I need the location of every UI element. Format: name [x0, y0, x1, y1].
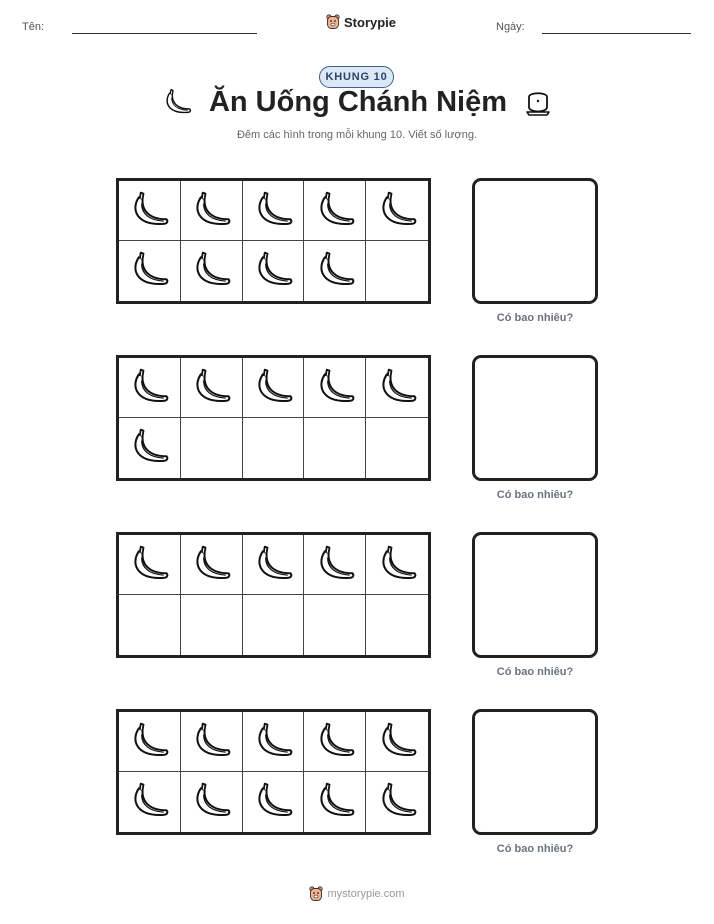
bear-icon	[309, 886, 323, 902]
frame-cell	[243, 418, 305, 478]
banana-icon	[189, 366, 233, 410]
frame-cell	[181, 181, 243, 241]
answer-box-3[interactable]	[472, 532, 598, 658]
banana-icon	[189, 543, 233, 587]
banana-icon	[251, 543, 295, 587]
banana-icon	[127, 780, 171, 824]
banana-icon	[251, 249, 295, 293]
ten-frame-2	[116, 355, 431, 481]
brand-name: Storypie	[344, 14, 397, 30]
frame-cell	[366, 535, 428, 595]
ten-frame-3	[116, 532, 431, 658]
banana-icon	[375, 780, 419, 824]
level-badge: KHUNG 10	[319, 66, 394, 88]
banana-icon	[375, 720, 419, 764]
answer-label-3: Có bao nhiêu?	[496, 666, 574, 678]
banana-icon	[375, 189, 419, 233]
frame-cell	[304, 358, 366, 418]
frame-cell	[366, 712, 428, 772]
frame-cell	[366, 358, 428, 418]
frame-cell	[119, 595, 181, 655]
frame-cell	[181, 535, 243, 595]
frame-cell	[304, 535, 366, 595]
banana-icon	[375, 366, 419, 410]
banana-icon	[251, 720, 295, 764]
name-label: Tên:	[22, 21, 45, 33]
banana-icon	[127, 426, 171, 470]
answer-box-4[interactable]	[472, 709, 598, 835]
footer	[0, 886, 714, 902]
frame-cell	[181, 418, 243, 478]
frame-cell	[243, 772, 305, 832]
answer-label-2: Có bao nhiêu?	[496, 489, 574, 501]
answer-label-4: Có bao nhiêu?	[496, 843, 574, 855]
frame-cell	[304, 772, 366, 832]
banana-icon	[251, 189, 295, 233]
frame-cell	[181, 595, 243, 655]
frame-cell	[119, 535, 181, 595]
banana-icon	[189, 189, 233, 233]
banana-icon	[127, 720, 171, 764]
banana-icon	[127, 249, 171, 293]
banana-icon	[127, 543, 171, 587]
bear-icon	[326, 14, 340, 30]
plate-icon	[523, 88, 553, 118]
frame-cell	[181, 358, 243, 418]
page-title-row	[0, 86, 714, 119]
answer-box-1[interactable]	[472, 178, 598, 304]
banana-icon	[251, 780, 295, 824]
frame-cell	[119, 712, 181, 772]
footer-link[interactable]: mystorypie.com	[327, 888, 405, 900]
frame-cell	[243, 181, 305, 241]
banana-icon	[127, 189, 171, 233]
frame-cell	[243, 712, 305, 772]
ten-frame-1	[116, 178, 431, 304]
frame-cell	[304, 712, 366, 772]
banana-icon	[313, 720, 357, 764]
page-title: Ăn Uống Chánh Niệm	[208, 86, 508, 118]
banana-icon	[313, 189, 357, 233]
banana-icon	[127, 366, 171, 410]
frame-cell	[243, 358, 305, 418]
frame-cell	[304, 181, 366, 241]
banana-icon	[313, 780, 357, 824]
banana-icon	[161, 87, 193, 119]
frame-cell	[181, 241, 243, 301]
frame-cell	[366, 772, 428, 832]
frame-cell	[243, 595, 305, 655]
banana-icon	[313, 543, 357, 587]
answer-label-1: Có bao nhiêu?	[496, 312, 574, 324]
date-label: Ngày:	[496, 21, 525, 33]
frame-cell	[366, 418, 428, 478]
frame-cell	[119, 241, 181, 301]
frame-cell	[119, 181, 181, 241]
banana-icon	[313, 249, 357, 293]
frame-cell	[304, 241, 366, 301]
banana-icon	[189, 780, 233, 824]
date-line[interactable]	[542, 33, 691, 34]
frame-cell	[366, 595, 428, 655]
frame-cell	[304, 595, 366, 655]
frame-cell	[243, 535, 305, 595]
frame-cell	[181, 712, 243, 772]
banana-icon	[251, 366, 295, 410]
name-line[interactable]	[72, 33, 257, 34]
answer-box-2[interactable]	[472, 355, 598, 481]
brand-logo	[326, 14, 396, 30]
frame-cell	[181, 772, 243, 832]
frame-cell	[304, 418, 366, 478]
instructions: Đếm các hình trong mỗi khung 10. Viết số lượng.	[236, 129, 477, 141]
banana-icon	[375, 543, 419, 587]
banana-icon	[189, 249, 233, 293]
frame-cell	[366, 241, 428, 301]
frame-cell	[243, 241, 305, 301]
frame-cell	[119, 772, 181, 832]
frame-cell	[119, 358, 181, 418]
frame-cell	[366, 181, 428, 241]
ten-frame-4	[116, 709, 431, 835]
frame-cell	[119, 418, 181, 478]
banana-icon	[313, 366, 357, 410]
banana-icon	[189, 720, 233, 764]
